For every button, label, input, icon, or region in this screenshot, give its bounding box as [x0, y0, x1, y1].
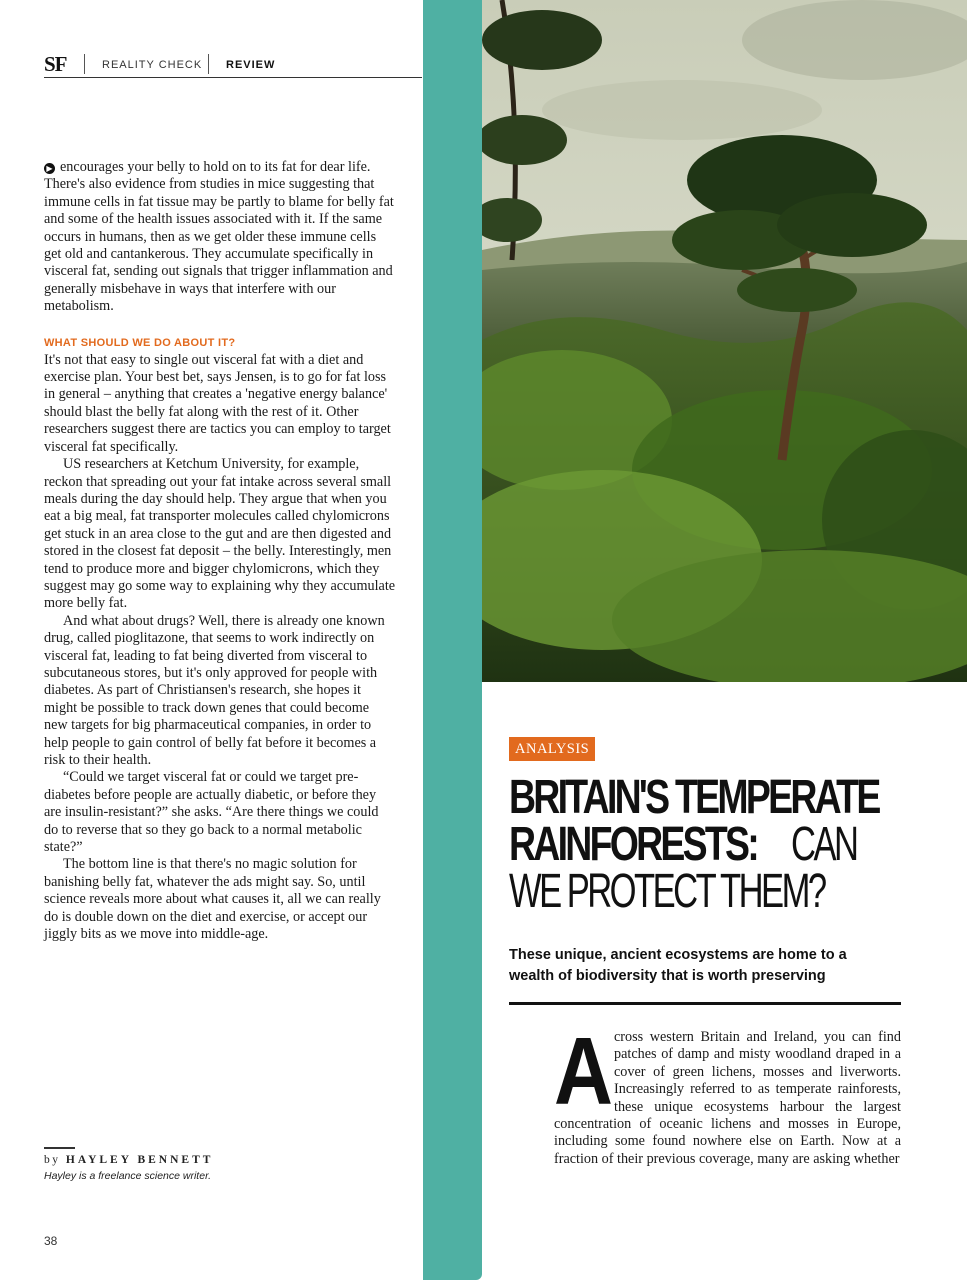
paragraph: ▶ encourages your belly to hold on to its fat for dear life. There's also evidence from studies in mice suggesting that immune cells in fat tissue may be partly to blame for belly fat and some of the health issues associated with it. If the same occurs in humans, then as we get older these immune cells get old and cantankerous. They accumulate specifically in visceral fat, sending out signals that trigger inflammation and generally misbehave in ways that interfere with our metabolism.: [44, 159, 394, 315]
paragraph: US researchers at Ketchum University, for example, reckon that spreading out your fat intake across several small meals during the day should help. They argue that when you eat a big meal, fat transporter molecules called chylomicrons get stuck in an area close to the gut and are then digested and stored in the closest fat deposit – the belly. Interestingly, men tend to produce more and bigger chylomicrons, which they suggest may go some way to explaining why they accumulate more belly fat.: [44, 456, 396, 612]
page-header: [44, 50, 422, 78]
article-text: cross western Britain and Ireland, you can find patches of damp and misty woodland draped in a cover of green lichens, mosses and liverworts. Increasingly referred to as temperate rainforests, these unique ecosystems harbour the largest concentration of oceanic lichens and mosses in Europe, including some found nowhere else on Earth. Now at a fraction of their previous coverage, many are asking whether: [554, 1029, 901, 1167]
section-rule: [509, 1002, 901, 1005]
byline: by HAYLEY BENNETT: [44, 1154, 214, 1166]
paragraph: “Could we target visceral fat or could we target pre-diabetes before people are actually diabetic, or before they are insulin-resistant?” she asks. “Are there things we could do to reverse that so they go back to a normal metabolic state?”: [44, 769, 379, 856]
category-tag: ANALYSIS: [509, 737, 595, 761]
section-subheading: WHAT SHOULD WE DO ABOUT IT?: [44, 336, 236, 349]
teal-band: [423, 0, 482, 1280]
right-article-body: [554, 1018, 901, 1168]
paragraph: And what about drugs? Well, there is already one known drug, called pioglitazone, that seems to work indirectly on visceral fat, leading to fat being diverted from visceral to subcutaneous stores, but it's only approved for people with diabetes. As part of Christiansen's research, she hopes it might be possible to track down genes that could become new targets for big pharmaceutical companies, in order to help people to gain control of belly fat before it becomes a risk to their health.: [44, 612, 385, 768]
standfirst: These unique, ancient ecosystems are home to a wealth of biodiversity that is worth preserving: [509, 947, 847, 984]
header-divider: [208, 54, 209, 74]
author-description: Hayley is a freelance science writer.: [44, 1170, 212, 1182]
drop-cap: A: [554, 1018, 613, 1125]
continued-arrow-icon: ▶: [44, 163, 55, 174]
author-name: HAYLEY BENNETT: [65, 1154, 214, 1166]
magazine-logo: SF: [44, 52, 67, 76]
left-article-body: [44, 159, 396, 943]
headline-bold: BRITAIN'S TEMPERATE: [509, 771, 879, 824]
paragraph: It's not that easy to single out visceral fat with a diet and exercise plan. Your best bet, says Jensen, is to go for fat loss in general – anything that creates a 'negative energy balance' should blast the belly fat along with the rest of it. Other researchers suggest there are tactics you can employ to target visceral fat specifically.: [44, 351, 391, 455]
article-headline: [509, 771, 929, 918]
rainforest-photo: [482, 0, 967, 682]
headline-light: CAN: [791, 818, 857, 871]
page-number: 38: [44, 1234, 58, 1248]
headline-bold: RAINFORESTS:: [509, 818, 758, 871]
subsection-label: REVIEW: [226, 59, 276, 71]
header-divider: [84, 54, 85, 74]
headline-light: WE PROTECT THEM?: [509, 865, 825, 918]
section-label: REALITY CHECK: [102, 59, 203, 71]
byline-rule: [44, 1147, 75, 1149]
paragraph: The bottom line is that there's no magic solution for banishing belly fat, whatever the ads might say. So, until science reveals more about what causes it, all we can really do is double down on the diet and exercise, or accept our jiggly bits as we move into middle-age.: [44, 856, 381, 943]
